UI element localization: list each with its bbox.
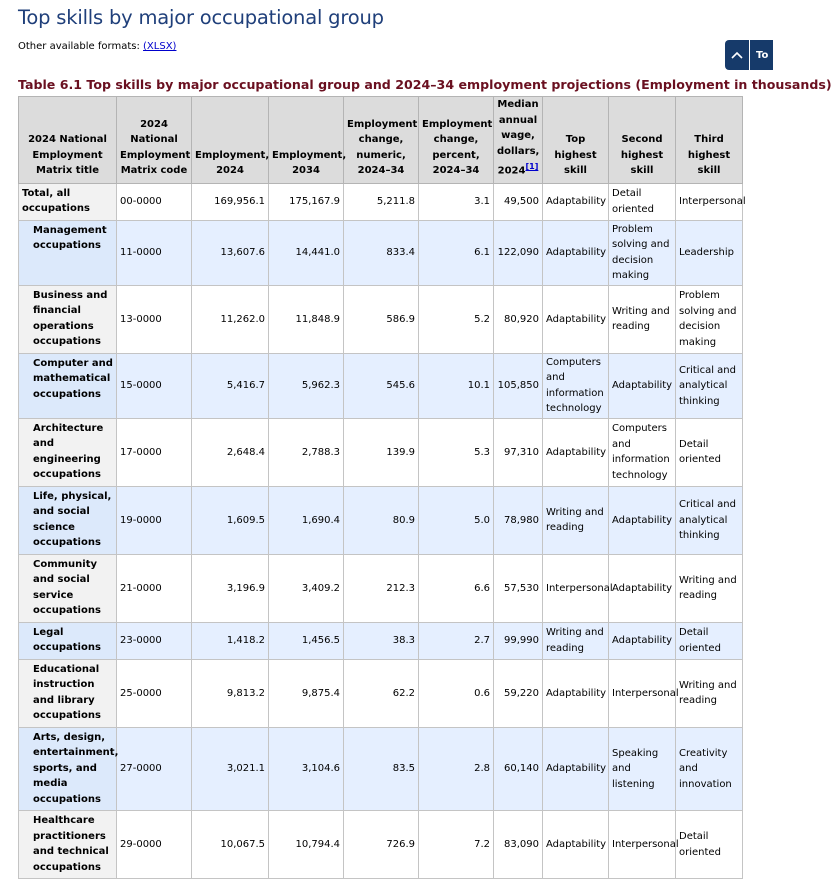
cell-top-skill: Adaptability xyxy=(543,659,609,727)
cell-second-skill: Detail oriented xyxy=(609,183,676,220)
table-row xyxy=(19,418,743,486)
cell-change-numeric: 586.9 xyxy=(344,285,419,353)
cell-top-skill: Adaptability xyxy=(543,418,609,486)
cell-matrix-code: 15-0000 xyxy=(117,353,192,418)
cell-employment-2024: 9,813.2 xyxy=(192,659,269,727)
cell-matrix-code: 11-0000 xyxy=(117,220,192,285)
cell-change-percent: 6.1 xyxy=(419,220,494,285)
cell-change-numeric: 726.9 xyxy=(344,811,419,879)
cell-change-percent: 2.8 xyxy=(419,727,494,811)
cell-occupation-title: Management occupations xyxy=(19,220,117,285)
cell-top-skill: Adaptability xyxy=(543,285,609,353)
cell-second-skill: Writing and reading xyxy=(609,285,676,353)
cell-top-skill: Adaptability xyxy=(543,220,609,285)
back-to-top-label: To xyxy=(756,49,769,61)
cell-change-percent: 5.2 xyxy=(419,285,494,353)
cell-change-numeric: 833.4 xyxy=(344,220,419,285)
table-header-row xyxy=(19,97,743,184)
cell-top-skill: Interpersonal xyxy=(543,554,609,622)
cell-median-wage: 122,090 xyxy=(494,220,543,285)
cell-third-skill: Critical and analytical thinking xyxy=(676,486,743,554)
col-header-emp2034: Employment, 2034 xyxy=(269,97,344,184)
cell-change-percent: 5.0 xyxy=(419,486,494,554)
cell-change-percent: 3.1 xyxy=(419,183,494,220)
cell-second-skill: Adaptability xyxy=(609,554,676,622)
table-body xyxy=(19,183,746,879)
cell-median-wage: 99,990 xyxy=(494,622,543,659)
cell-change-percent: 2.7 xyxy=(419,622,494,659)
cell-occupation-title: Total, all occupations xyxy=(19,183,117,220)
cell-employment-2034: 11,848.9 xyxy=(269,285,344,353)
cell-matrix-code: 25-0000 xyxy=(117,659,192,727)
cell-matrix-code: 19-0000 xyxy=(117,486,192,554)
cell-employment-2024: 11,262.0 xyxy=(192,285,269,353)
cell-occupation-title: Legal occupations xyxy=(19,622,117,659)
cell-third-skill: Interpersonal xyxy=(676,183,743,220)
cell-change-numeric: 80.9 xyxy=(344,486,419,554)
cell-change-percent: 6.6 xyxy=(419,554,494,622)
skills-table xyxy=(18,96,746,879)
table-row xyxy=(19,353,743,418)
table-row xyxy=(19,622,743,659)
table-row xyxy=(19,220,743,285)
cell-second-skill: Adaptability xyxy=(609,622,676,659)
cell-median-wage: 83,090 xyxy=(494,811,543,879)
cell-employment-2034: 9,875.4 xyxy=(269,659,344,727)
cell-second-skill: Problem solving and decision making xyxy=(609,220,676,285)
cell-employment-2024: 5,416.7 xyxy=(192,353,269,418)
cell-employment-2034: 3,409.2 xyxy=(269,554,344,622)
cell-matrix-code: 21-0000 xyxy=(117,554,192,622)
cell-second-skill: Interpersonal xyxy=(609,659,676,727)
cell-matrix-code: 27-0000 xyxy=(117,727,192,811)
cell-third-skill: Detail oriented xyxy=(676,622,743,659)
cell-employment-2024: 3,021.1 xyxy=(192,727,269,811)
cell-median-wage: 57,530 xyxy=(494,554,543,622)
cell-occupation-title: Healthcare practitioners and technical occupations xyxy=(19,811,117,879)
cell-employment-2034: 5,962.3 xyxy=(269,353,344,418)
cell-median-wage: 97,310 xyxy=(494,418,543,486)
cell-employment-2024: 2,648.4 xyxy=(192,418,269,486)
cell-occupation-title: Computer and mathematical occupations xyxy=(19,353,117,418)
cell-employment-2034: 3,104.6 xyxy=(269,727,344,811)
cell-second-skill: Interpersonal xyxy=(609,811,676,879)
cell-matrix-code: 23-0000 xyxy=(117,622,192,659)
cell-second-skill: Adaptability xyxy=(609,486,676,554)
cell-change-numeric: 5,211.8 xyxy=(344,183,419,220)
cell-top-skill: Adaptability xyxy=(543,727,609,811)
col-header-skill2: Second highest skill xyxy=(609,97,676,184)
cell-second-skill: Computers and information technology xyxy=(609,418,676,486)
cell-third-skill: Writing and reading xyxy=(676,554,743,622)
cell-median-wage: 49,500 xyxy=(494,183,543,220)
cell-employment-2034: 175,167.9 xyxy=(269,183,344,220)
cell-second-skill: Speaking and listening xyxy=(609,727,676,811)
cell-employment-2034: 1,690.4 xyxy=(269,486,344,554)
table-caption: Table 6.1 Top skills by major occupational group and 2024–34 employment projections (Employment in thousands) xyxy=(18,77,832,92)
cell-occupation-title: Arts, design, entertainment, sports, and media occupations xyxy=(19,727,117,811)
cell-third-skill: Leadership xyxy=(676,220,743,285)
col-header-change-pct: Employment change, percent, 2024–34 xyxy=(419,97,494,184)
cell-change-percent: 10.1 xyxy=(419,353,494,418)
col-header-emp2024: Employment, 2024 xyxy=(192,97,269,184)
cell-top-skill: Computers and information technology xyxy=(543,353,609,418)
col-header-skill3: Third highest skill xyxy=(676,97,743,184)
cell-change-numeric: 212.3 xyxy=(344,554,419,622)
cell-matrix-code: 29-0000 xyxy=(117,811,192,879)
table-row xyxy=(19,486,743,554)
cell-change-numeric: 545.6 xyxy=(344,353,419,418)
cell-third-skill: Detail oriented xyxy=(676,811,743,879)
cell-change-percent: 5.3 xyxy=(419,418,494,486)
cell-median-wage: 78,980 xyxy=(494,486,543,554)
cell-change-percent: 0.6 xyxy=(419,659,494,727)
table-row xyxy=(19,183,743,220)
cell-third-skill: Creativity and innovation xyxy=(676,727,743,811)
page-title: Top skills by major occupational group xyxy=(18,6,384,29)
table-row xyxy=(19,727,743,811)
cell-top-skill: Adaptability xyxy=(543,183,609,220)
cell-median-wage: 59,220 xyxy=(494,659,543,727)
cell-top-skill: Adaptability xyxy=(543,811,609,879)
cell-third-skill: Detail oriented xyxy=(676,418,743,486)
cell-employment-2034: 14,441.0 xyxy=(269,220,344,285)
cell-employment-2034: 10,794.4 xyxy=(269,811,344,879)
cell-employment-2024: 3,196.9 xyxy=(192,554,269,622)
cell-matrix-code: 13-0000 xyxy=(117,285,192,353)
col-header-title: 2024 National Employment Matrix title xyxy=(19,97,117,184)
cell-change-numeric: 139.9 xyxy=(344,418,419,486)
cell-median-wage: 80,920 xyxy=(494,285,543,353)
cell-occupation-title: Architecture and engineering occupations xyxy=(19,418,117,486)
cell-employment-2034: 2,788.3 xyxy=(269,418,344,486)
table-row xyxy=(19,811,743,879)
cell-occupation-title: Community and social service occupations xyxy=(19,554,117,622)
col-header-code: 2024 National Employment Matrix code xyxy=(117,97,192,184)
cell-employment-2024: 10,067.5 xyxy=(192,811,269,879)
xlsx-link[interactable]: (XLSX) xyxy=(143,41,177,52)
cell-third-skill: Writing and reading xyxy=(676,659,743,727)
cell-change-percent: 7.2 xyxy=(419,811,494,879)
wage-footnote-link[interactable]: [1] xyxy=(525,162,539,171)
cell-top-skill: Writing and reading xyxy=(543,486,609,554)
cell-occupation-title: Life, physical, and social science occupations xyxy=(19,486,117,554)
other-formats xyxy=(18,41,176,52)
cell-median-wage: 60,140 xyxy=(494,727,543,811)
skills-table-container xyxy=(18,96,746,879)
cell-third-skill: Critical and analytical thinking xyxy=(676,353,743,418)
table-row xyxy=(19,659,743,727)
cell-employment-2024: 13,607.6 xyxy=(192,220,269,285)
col-header-skill1: Top highest skill xyxy=(543,97,609,184)
cell-employment-2024: 169,956.1 xyxy=(192,183,269,220)
back-to-top-button[interactable] xyxy=(725,40,773,70)
cell-top-skill: Writing and reading xyxy=(543,622,609,659)
formats-label: Other available formats: xyxy=(18,41,140,52)
cell-employment-2024: 1,609.5 xyxy=(192,486,269,554)
cell-occupation-title: Educational instruction and library occupations xyxy=(19,659,117,727)
cell-third-skill: Problem solving and decision making xyxy=(676,285,743,353)
col-header-wage xyxy=(494,97,543,184)
cell-median-wage: 105,850 xyxy=(494,353,543,418)
cell-matrix-code: 17-0000 xyxy=(117,418,192,486)
cell-occupation-title: Business and financial operations occupations xyxy=(19,285,117,353)
cell-change-numeric: 38.3 xyxy=(344,622,419,659)
cell-employment-2024: 1,418.2 xyxy=(192,622,269,659)
table-row xyxy=(19,554,743,622)
cell-change-numeric: 83.5 xyxy=(344,727,419,811)
col-header-change-num: Employment change, numeric, 2024–34 xyxy=(344,97,419,184)
cell-change-numeric: 62.2 xyxy=(344,659,419,727)
table-row xyxy=(19,285,743,353)
col-header-wage-label: Median annual wage, dollars, 2024 xyxy=(497,99,540,177)
cell-employment-2034: 1,456.5 xyxy=(269,622,344,659)
chevron-up-icon xyxy=(725,40,750,70)
cell-second-skill: Adaptability xyxy=(609,353,676,418)
cell-matrix-code: 00-0000 xyxy=(117,183,192,220)
